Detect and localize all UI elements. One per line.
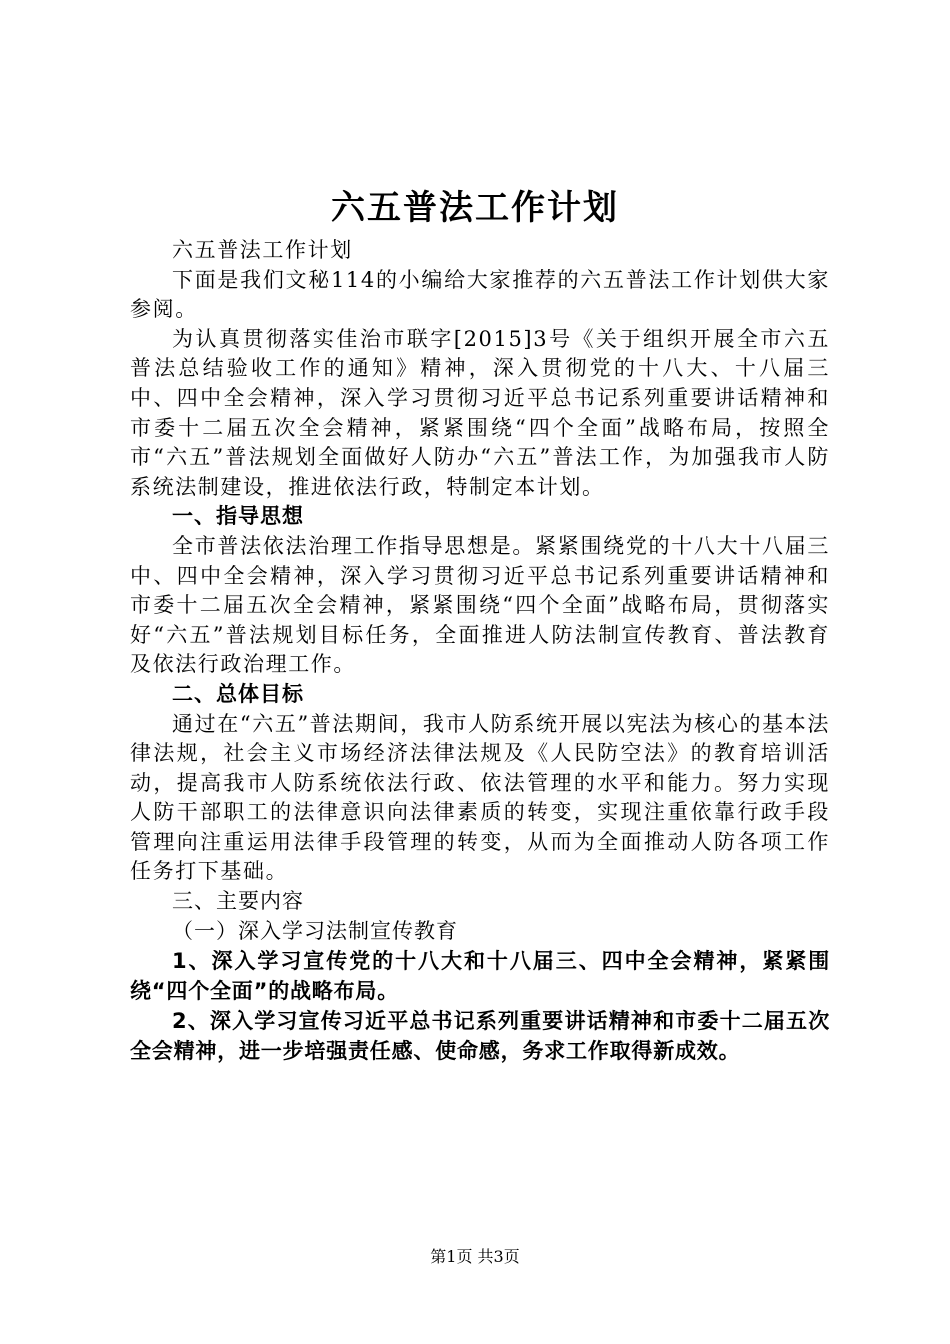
section-heading-guiding-ideology: 一、指导思想 xyxy=(172,504,304,529)
document-body xyxy=(130,236,830,1066)
section-heading-main-content: 三、主要内容 xyxy=(172,889,304,914)
section-heading-overall-goal: 二、总体目标 xyxy=(172,681,304,706)
list-item-1: 1、深入学习宣传党的十八大和十八届三、四中全会精神，紧紧围绕“四个全面”的战略布局。 xyxy=(130,949,830,1004)
subsection-heading-education: （一）深入学习法制宣传教育 xyxy=(172,918,458,943)
list-item-2: 2、深入学习宣传习近平总书记系列重要讲话精神和市委十二届五次全会精神，进一步培强责任感、使命感，务求工作取得新成效。 xyxy=(130,1009,830,1064)
page-footer: 第1页 共3页 xyxy=(430,1247,520,1266)
paragraph-guiding-ideology: 全市普法依法治理工作指导思想是。紧紧围绕党的十八大十八届三中、四中全会精神，深入学习贯彻习近平总书记系列重要讲话精神和市委十二届五次全会精神，紧紧围绕“四个全面”战略布局，贯彻落实好“六五”普法规划目标任务，全面推进人防法制宣传教育、普法教育及依法行政治理工作。 xyxy=(130,533,830,677)
paragraph-recommendation: 下面是我们文秘114的小编给大家推荐的六五普法工作计划供大家参阅。 xyxy=(130,267,830,322)
document-title: 六五普法工作计划 xyxy=(331,188,619,228)
paragraph-intro-title: 六五普法工作计划 xyxy=(172,238,353,262)
paragraph-purpose: 为认真贯彻落实佳治市联字[2015]3号《关于组织开展全市六五普法总结验收工作的通知》精神，深入贯彻党的十八大、十八届三中、四中全会精神，深入学习贯彻习近平总书记系列重要讲话精神和市委十二届五次全会精神，紧紧围绕“四个全面”战略布局，按照全市“六五”普法规划全面做好人防办“六五”普法工作，为加强我市人防系统法制建设，推进依法行政，特制定本计划。 xyxy=(130,326,830,499)
paragraph-overall-goal: 通过在“六五”普法期间，我市人防系统开展以宪法为核心的基本法律法规，社会主义市场经济法律法规及《人民防空法》的教育培训活动，提高我市人防系统依法行政、依法管理的水平和能力。努力实现人防干部职工的法律意识向法律素质的转变，实现注重依靠行政手段管理向注重运用法律手段管理的转变，从而为全面推动人防各项工作任务打下基础。 xyxy=(130,711,830,884)
